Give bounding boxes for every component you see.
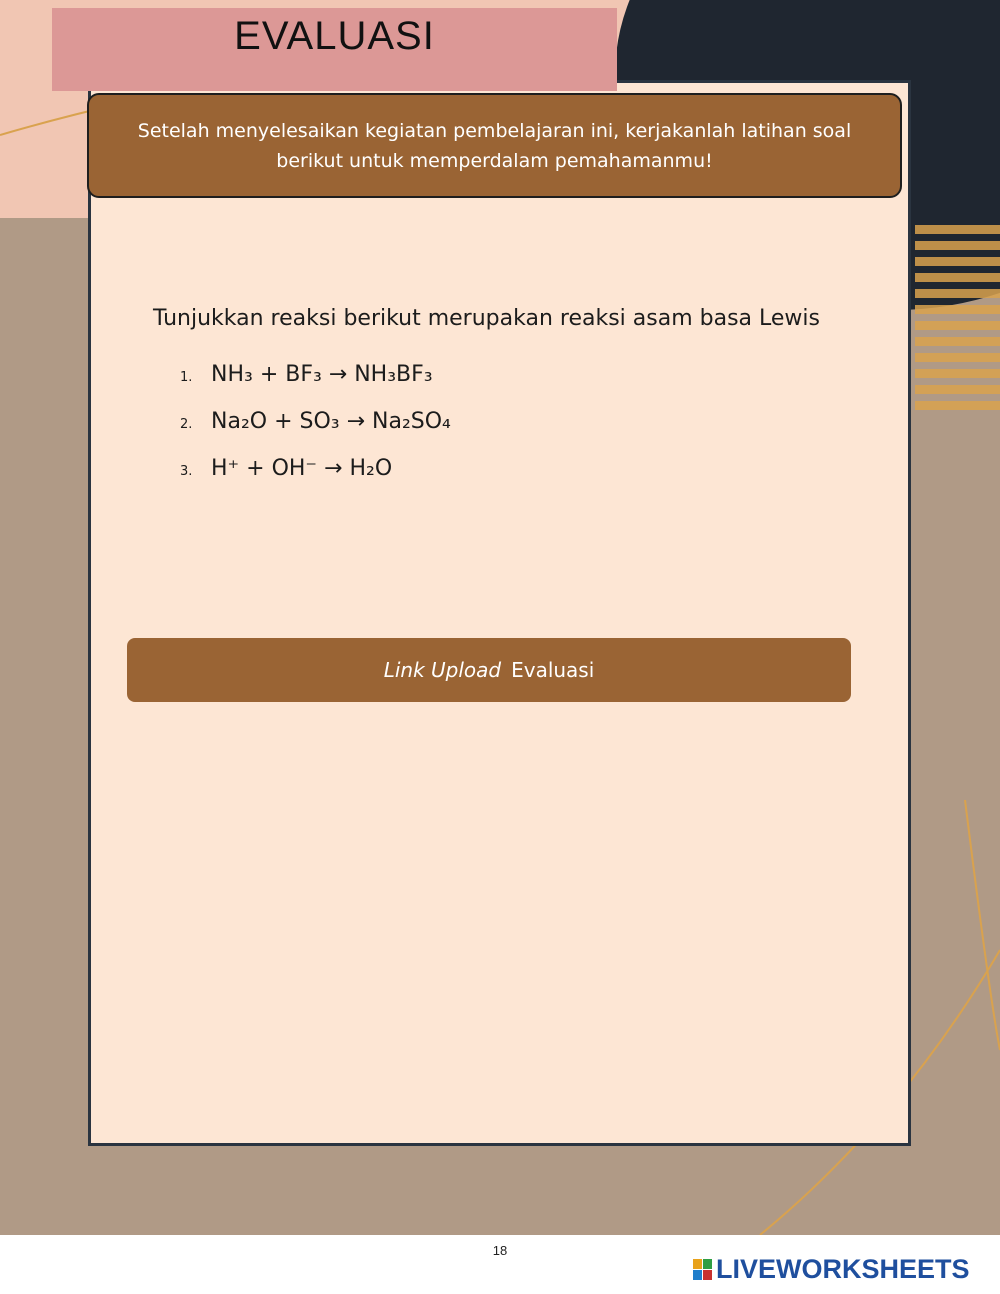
content-card	[88, 80, 911, 1146]
link-upload-button[interactable]	[127, 638, 851, 702]
question-item	[180, 456, 451, 503]
question-list	[180, 362, 451, 503]
question-item	[180, 409, 451, 456]
liveworksheets-text: LIVEWORKSHEETS	[716, 1254, 970, 1284]
question-equation: H⁺ + OH⁻ → H₂O	[211, 456, 393, 481]
liveworksheets-logo[interactable]	[693, 1254, 970, 1285]
instruction-text: Tunjukkan reaksi berikut merupakan reaksi asam basa Lewis	[153, 306, 820, 331]
question-number: 1.	[180, 370, 193, 385]
link-upload-italic: Link Upload	[383, 658, 502, 682]
liveworksheets-icon	[693, 1259, 712, 1280]
page-title: EVALUASI	[234, 14, 435, 58]
question-number: 3.	[180, 464, 193, 479]
question-item	[180, 362, 451, 409]
intro-box	[87, 93, 902, 198]
question-number: 2.	[180, 417, 193, 432]
question-equation: NH₃ + BF₃ → NH₃BF₃	[211, 362, 433, 387]
page-number: 18	[492, 1243, 508, 1258]
link-upload-label: Evaluasi	[511, 658, 595, 682]
intro-text: Setelah menyelesaikan kegiatan pembelajaran ini, kerjakanlah latihan soal berikut untuk memperdalam pemahamanmu!	[137, 119, 852, 172]
question-equation: Na₂O + SO₃ → Na₂SO₄	[211, 409, 451, 434]
